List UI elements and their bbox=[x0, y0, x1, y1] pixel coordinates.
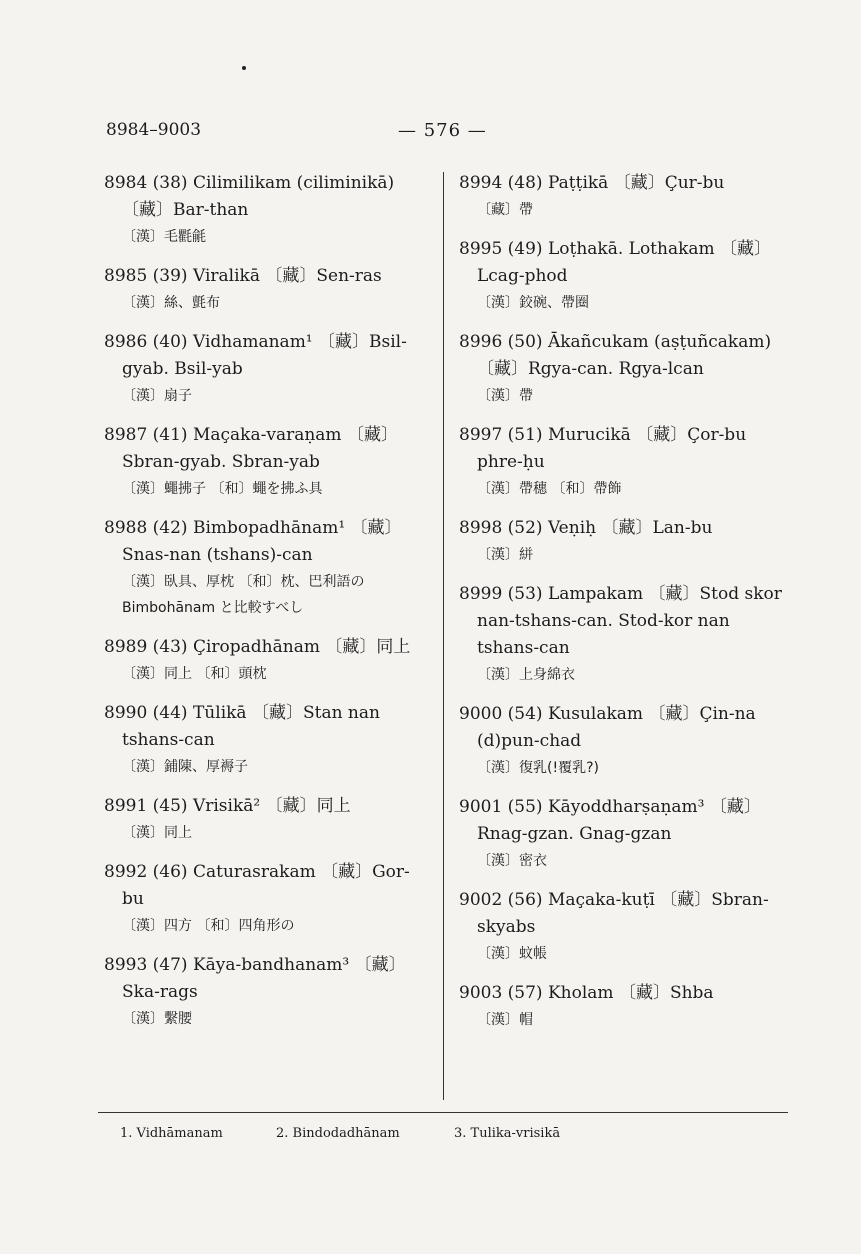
entry-line: 8998 (52) Veṇiḥ 〔藏〕Lan-bu bbox=[459, 518, 713, 538]
entry-line: 〔藏〕Rgya-can. Rgya-lcan bbox=[477, 359, 704, 379]
entry-translation: Bimbohānam と比較すべし bbox=[122, 600, 304, 616]
entry-line: 8984 (38) Cilimilikam (ciliminikā) bbox=[104, 173, 395, 193]
entry-translation: 〔漢〕毛氍毹 bbox=[122, 229, 206, 245]
entry-line: 8995 (49) Loṭhakā. Lothakam 〔藏〕 bbox=[459, 239, 772, 259]
dictionary-entry bbox=[459, 515, 789, 568]
entry-line: Rnag-gzan. Gnag-gzan bbox=[477, 824, 672, 844]
entry-line: 〔藏〕Bar-than bbox=[122, 200, 249, 220]
dictionary-entry bbox=[459, 887, 789, 967]
entry-translation: 〔漢〕上身綿衣 bbox=[477, 667, 575, 683]
entry-translation: 〔漢〕密衣 bbox=[477, 853, 547, 869]
entry-line: 8996 (50) Ākañcukam (aṣṭuñcakam) bbox=[459, 332, 772, 352]
entry-line: 9002 (56) Maçaka-kuṭī 〔藏〕Sbran- bbox=[459, 890, 769, 910]
dictionary-entry bbox=[104, 859, 434, 939]
entry-translation: 〔漢〕鉸碗、帶圈 bbox=[477, 295, 589, 311]
footnote-rule bbox=[98, 1112, 788, 1113]
dictionary-entry bbox=[104, 515, 434, 621]
entry-line: 8999 (53) Lampakam 〔藏〕Stod skor bbox=[459, 584, 782, 604]
entry-range: 8984–9003 bbox=[106, 120, 202, 140]
entry-translation: 〔漢〕繫腰 bbox=[122, 1011, 192, 1027]
dictionary-entry bbox=[104, 952, 434, 1032]
entry-translation: 〔漢〕絣 bbox=[477, 547, 533, 563]
dictionary-entry bbox=[104, 170, 434, 250]
dictionary-entry bbox=[104, 634, 434, 687]
dictionary-entry bbox=[459, 980, 789, 1033]
entry-translation: 〔漢〕帶 bbox=[477, 388, 533, 404]
entry-line: 8987 (41) Maçaka-varaṇam 〔藏〕 bbox=[104, 425, 398, 445]
entry-line: tshans-can bbox=[477, 638, 570, 658]
dictionary-entry bbox=[104, 700, 434, 780]
dictionary-entry bbox=[104, 422, 434, 502]
page-number: — 576 — bbox=[398, 120, 487, 141]
entry-line: 8992 (46) Caturasrakam 〔藏〕Gor- bbox=[104, 862, 410, 882]
entry-line: 8994 (48) Paṭṭikā 〔藏〕Çur-bu bbox=[459, 173, 725, 193]
entry-translation: 〔漢〕同上 〔和〕頭枕 bbox=[122, 666, 267, 682]
entry-line: skyabs bbox=[477, 917, 536, 937]
entry-line: Snas-nan (tshans)-can bbox=[122, 545, 313, 565]
entry-line: Ska-rags bbox=[122, 982, 198, 1002]
entry-translation: 〔漢〕帽 bbox=[477, 1012, 533, 1028]
entry-line: 8989 (43) Çiropadhānam 〔藏〕同上 bbox=[104, 637, 411, 657]
entry-line: tshans-can bbox=[122, 730, 215, 750]
entry-line: (d)pun-chad bbox=[477, 731, 582, 751]
entry-translation: 〔漢〕扇子 bbox=[122, 388, 192, 404]
entry-line: phre-ḥu bbox=[477, 452, 545, 472]
entry-line: 8990 (44) Tūlikā 〔藏〕Stan nan bbox=[104, 703, 380, 723]
entry-translation: 〔漢〕四方 〔和〕四角形の bbox=[122, 918, 295, 934]
entry-line: 8997 (51) Murucikā 〔藏〕Çor-bu bbox=[459, 425, 747, 445]
entry-line: 8993 (47) Kāya-bandhanam³ 〔藏〕 bbox=[104, 955, 406, 975]
column-divider bbox=[443, 172, 444, 1100]
dictionary-entry bbox=[104, 329, 434, 409]
footnote-3: 3. Tulika-vrisikā bbox=[454, 1126, 561, 1141]
entry-line: 8985 (39) Viralikā 〔藏〕Sen-ras bbox=[104, 266, 382, 286]
entry-translation: 〔漢〕蚊帳 bbox=[477, 946, 547, 962]
entry-line: 8991 (45) Vrisikā² 〔藏〕同上 bbox=[104, 796, 351, 816]
entry-line: 8988 (42) Bimbopadhānam¹ 〔藏〕 bbox=[104, 518, 402, 538]
ink-dot bbox=[242, 66, 246, 70]
entry-translation: 〔漢〕鋪陳、厚褥子 bbox=[122, 759, 248, 775]
dictionary-entry bbox=[459, 422, 789, 502]
entry-translation: 〔漢〕臥具、厚枕 〔和〕枕、巴利語の bbox=[122, 574, 365, 590]
right-column bbox=[459, 170, 789, 1046]
entry-line: gyab. Bsil-yab bbox=[122, 359, 243, 379]
entry-line: 9003 (57) Kholam 〔藏〕Shba bbox=[459, 983, 714, 1003]
entry-translation: 〔漢〕復乳(!覆乳?) bbox=[477, 760, 599, 776]
entry-translation: 〔漢〕絲、氈布 bbox=[122, 295, 220, 311]
footnote-2: 2. Bindodadhānam bbox=[276, 1126, 400, 1141]
entry-translation: 〔藏〕帶 bbox=[477, 202, 533, 218]
dictionary-entry bbox=[459, 236, 789, 316]
entry-translation: 〔漢〕帶穗 〔和〕帶飾 bbox=[477, 481, 622, 497]
entry-line: Sbran-gyab. Sbran-yab bbox=[122, 452, 320, 472]
entry-line: bu bbox=[122, 889, 144, 909]
entry-line: 8986 (40) Vidhamanam¹ 〔藏〕Bsil- bbox=[104, 332, 407, 352]
entry-translation: 〔漢〕同上 bbox=[122, 825, 192, 841]
dictionary-entry bbox=[459, 581, 789, 688]
left-column bbox=[104, 170, 434, 1045]
footnote-1: 1. Vidhāmanam bbox=[120, 1126, 223, 1141]
entry-line: Lcag-phod bbox=[477, 266, 568, 286]
entry-translation: 〔漢〕蠅拂子 〔和〕蠅を拂ふ具 bbox=[122, 481, 323, 497]
entry-line: nan-tshans-can. Stod-kor nan bbox=[477, 611, 730, 631]
dictionary-entry bbox=[104, 793, 434, 846]
dictionary-entry bbox=[459, 701, 789, 781]
dictionary-entry bbox=[459, 794, 789, 874]
dictionary-entry bbox=[459, 329, 789, 409]
dictionary-entry bbox=[459, 170, 789, 223]
dictionary-entry bbox=[104, 263, 434, 316]
entry-line: 9001 (55) Kāyoddharṣaṇam³ 〔藏〕 bbox=[459, 797, 761, 817]
entry-line: 9000 (54) Kusulakam 〔藏〕Çin-na bbox=[459, 704, 756, 724]
